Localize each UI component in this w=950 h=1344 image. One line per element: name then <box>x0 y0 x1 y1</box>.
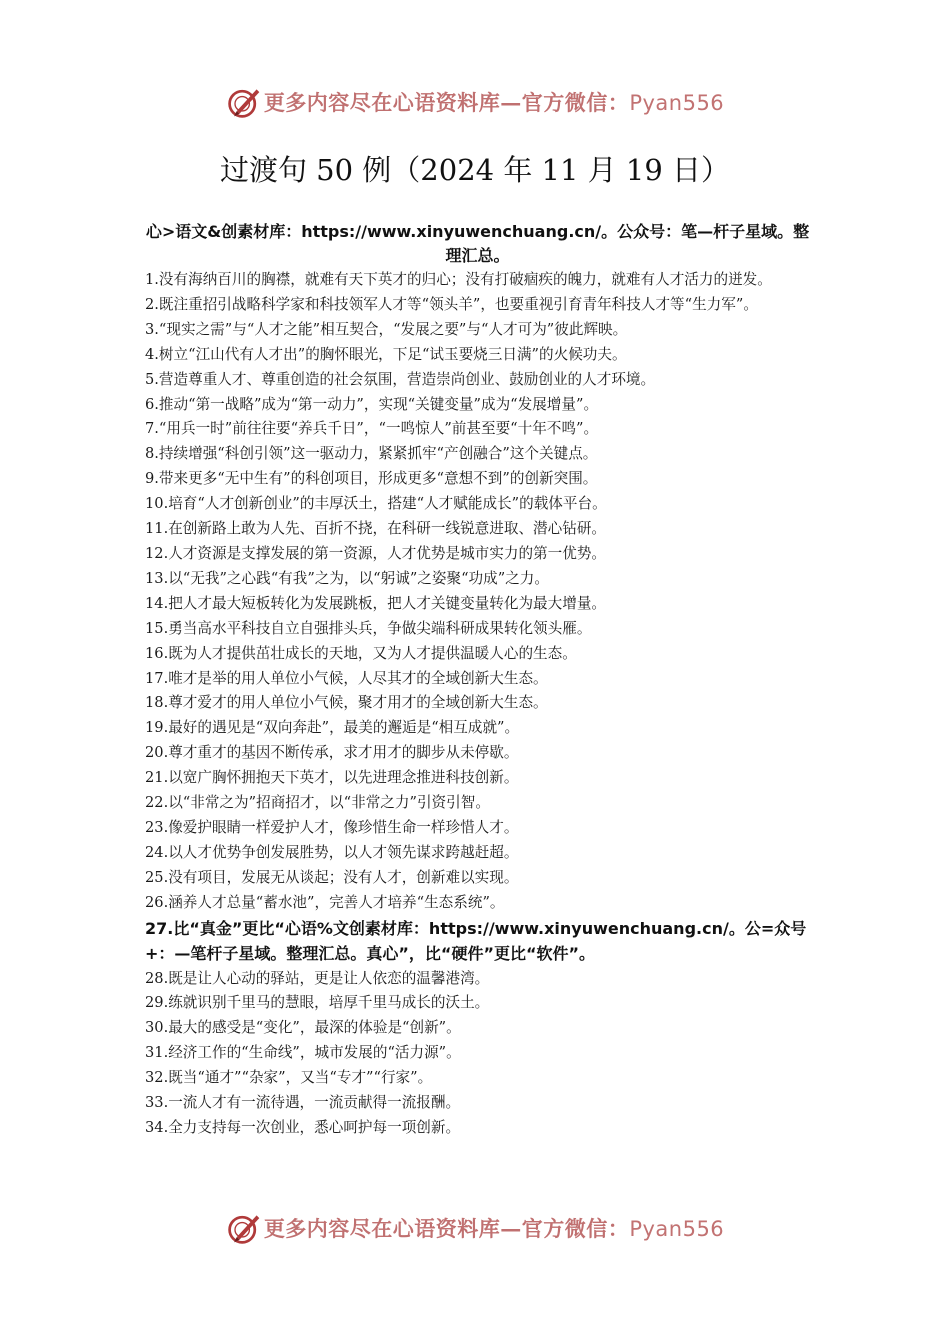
list-item: 33.一流人才有一流待遇，一流贡献得一流报酬。 <box>145 1094 461 1112</box>
list-item: 26.涵养人才总量“蓄水池”，完善人才培养“生态系统”。 <box>145 893 505 911</box>
list-item: 14.把人才最大短板转化为发展跳板，把人才关键变量转化为最大增量。 <box>145 594 607 612</box>
list-item: 18.尊才爱才的用人单位小气候，聚才用才的全域创新大生态。 <box>145 694 548 712</box>
list-item: 6.推动“第一战略”成为“第一动力”，实现“关键变量”成为“发展增量”。 <box>145 395 599 413</box>
banner-text: 更多内容尽在心语资料库—官方微信：Pyan556 <box>263 90 725 115</box>
source-note: 心>语文&创素材库：https://www.xinyuwenchuang.cn/。公众号：笔—杆子星域。整理汇总。 <box>145 222 810 265</box>
list-item: 9.带来更多“无中生有”的科创项目，形成更多“意想不到”的创新突围。 <box>145 470 598 488</box>
list-item: 34.全力支持每一次创业，悉心呵护每一项创新。 <box>145 1119 461 1136</box>
wechat-id: Pyan556 <box>629 1217 725 1241</box>
wechat-id: Pyan556 <box>629 91 725 115</box>
list-item: 21.以宽广胸怀拥抱天下英才，以先进理念推进科技创新。 <box>145 769 519 787</box>
list-item: 23.像爱护眼睛一样爱护人才，像珍惜生命一样珍惜人才。 <box>145 818 519 836</box>
list-item: 11.在创新路上敢为人先、百折不挠，在科研一线锐意进取、潜心钻研。 <box>145 520 607 538</box>
list-item: 30.最大的感受是“变化”，最深的体验是“创新”。 <box>145 1019 461 1037</box>
header-banner <box>0 82 950 122</box>
footer-banner <box>0 1208 950 1248</box>
list-item: 15.勇当高水平科技自立自强排头兵，争做尖端科研成果转化领头雁。 <box>145 619 592 637</box>
list-item: 22.以“非常之为”招商招才，以“非常之力”引资引智。 <box>145 794 490 812</box>
list-item: 19.最好的遇见是“双向奔赴”，最美的邂逅是“相互成就”。 <box>145 719 520 737</box>
item-list <box>145 268 810 1141</box>
list-item: 10.培育“人才创新创业”的丰厚沃土，搭建“人才赋能成长”的载体平台。 <box>145 495 607 513</box>
list-item: 1.没有海纳百川的胸襟，就难有天下英才的归心；没有打破痼疾的魄力，就难有人才活力的迸发。 <box>145 271 772 288</box>
list-item: 31.经济工作的“生命线”，城市发展的“活力源”。 <box>145 1044 461 1062</box>
pen-logo-icon <box>226 84 262 120</box>
list-item: 5.营造尊重人才、尊重创造的社会氛围，营造崇尚创业、鼓励创业的人才环境。 <box>145 370 656 388</box>
list-item: 2.既注重招引战略科学家和科技领军人才等“领头羊”，也要重视引育青年科技人才等“生力军”。 <box>145 295 758 313</box>
pen-logo-icon <box>226 1210 262 1246</box>
banner-text: 更多内容尽在心语资料库—官方微信：Pyan556 <box>263 1216 725 1241</box>
list-item: 3.“现实之需”与“人才之能”相互契合，“发展之要”与“人才可为”彼此辉映。 <box>145 320 628 338</box>
list-item: 17.唯才是举的用人单位小气候，人尽其才的全域创新大生态。 <box>145 669 548 687</box>
list-item: 13.以“无我”之心践“有我”之为，以“躬诚”之姿聚“功成”之力。 <box>145 569 549 587</box>
list-item: 24.以人才优势争创发展胜势，以人才领先谋求跨越赶超。 <box>145 843 519 861</box>
list-item-watermarked: 27.比“真金”更比“心语%文创素材库：https://www.xinyuwenchuang.cn/。公=众号+：—笔杆子星域。整理汇总。真心”，比“硬件”更比“软件”。 <box>145 918 807 964</box>
list-item: 28.既是让人心动的驿站，更是让人依恋的温馨港湾。 <box>145 969 490 987</box>
list-item: 7.“用兵一时”前往往要“养兵千日”，“一鸣惊人”前甚至要“十年不鸣”。 <box>145 420 599 438</box>
list-item: 32.既当“通才”“杂家”，又当“专才”“行家”。 <box>145 1069 433 1087</box>
page-title: 过渡句 50 例（2024 年 11 月 19 日） <box>219 153 731 187</box>
list-item: 16.既为人才提供茁壮成长的天地，又为人才提供温暖人心的生态。 <box>145 644 577 662</box>
list-item: 4.树立“江山代有人才出”的胸怀眼光，下足“试玉要烧三日满”的火候功夫。 <box>145 345 627 363</box>
list-item: 29.练就识别千里马的慧眼，培厚千里马成长的沃土。 <box>145 994 490 1012</box>
list-item: 20.尊才重才的基因不断传承，求才用才的脚步从未停歇。 <box>145 744 519 762</box>
list-item: 8.持续增强“科创引领”这一驱动力，紧紧抓牢“产创融合”这个关键点。 <box>145 445 598 463</box>
list-item: 12.人才资源是支撑发展的第一资源，人才优势是城市实力的第一优势。 <box>145 544 607 562</box>
list-item: 25.没有项目，发展无从谈起；没有人才，创新难以实现。 <box>145 868 519 886</box>
